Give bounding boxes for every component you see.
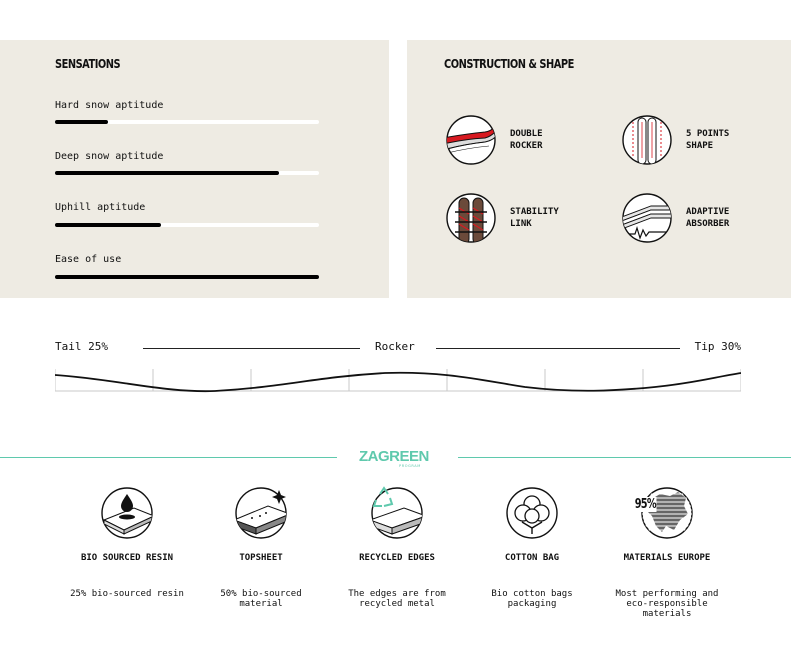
eco-desc-materials: Most performing and eco-responsible materials bbox=[615, 589, 719, 619]
resin-drop-icon bbox=[100, 486, 154, 540]
zagreen-logo-text: ZAGREEN bbox=[359, 448, 429, 465]
feature-label-line: SHAPE bbox=[686, 141, 714, 151]
feature-label-line: 5 POINTS bbox=[686, 129, 730, 139]
feature-label-line: ABSORBER bbox=[686, 219, 730, 229]
sensation-fill bbox=[55, 275, 319, 279]
feature-label-line: ROCKER bbox=[510, 141, 543, 151]
sensation-label-hard-snow: Hard snow aptitude bbox=[55, 100, 164, 111]
sensation-label-ease: Ease of use bbox=[55, 254, 122, 265]
sensation-label-uphill: Uphill aptitude bbox=[55, 202, 146, 213]
feature-adaptive-absorber-label bbox=[686, 206, 729, 230]
feature-label-line: DOUBLE bbox=[510, 129, 543, 139]
eco-title-topsheet: TOPSHEET bbox=[239, 553, 283, 563]
eco-title-cotton: COTTON BAG bbox=[504, 553, 560, 563]
europe-map-icon bbox=[640, 486, 694, 540]
double-rocker-icon bbox=[445, 114, 497, 166]
stability-link-icon bbox=[445, 192, 497, 244]
feature-five-points-label bbox=[686, 128, 729, 152]
sensation-bar-ease bbox=[55, 275, 319, 279]
eco-title-resin: BIO SOURCED RESIN bbox=[80, 553, 174, 563]
profile-center-label: Rocker bbox=[375, 340, 415, 353]
cotton-flower-icon bbox=[505, 486, 559, 540]
sensations-title: SENSATIONS bbox=[55, 57, 121, 71]
zagreen-divider-right bbox=[458, 457, 791, 458]
topsheet-sparkle-icon bbox=[234, 486, 288, 540]
feature-double-rocker-label bbox=[510, 128, 543, 152]
eco-desc-topsheet: 50% bio-sourced material bbox=[220, 589, 302, 609]
profile-tip-label: Tip 30% bbox=[694, 340, 741, 353]
feature-label-line: LINK bbox=[510, 219, 532, 229]
recycle-edges-icon bbox=[370, 486, 424, 540]
eco-desc-resin: 25% bio-sourced resin bbox=[70, 589, 184, 599]
rocker-profile-diagram bbox=[55, 365, 741, 395]
eco-desc-cotton: Bio cotton bags packaging bbox=[491, 589, 573, 609]
adaptive-absorber-icon bbox=[621, 192, 673, 244]
sensation-fill bbox=[55, 120, 108, 124]
feature-stability-link-label bbox=[510, 206, 559, 230]
eco-title-recycled: RECYCLED EDGES bbox=[359, 553, 435, 563]
sensation-bar-deep-snow bbox=[55, 171, 319, 175]
construction-title: CONSTRUCTION & SHAPE bbox=[444, 57, 574, 71]
europe-percentage-badge: 95% bbox=[634, 497, 656, 512]
sensations-panel bbox=[0, 40, 389, 298]
sensation-bar-hard-snow bbox=[55, 120, 319, 124]
sensation-bar-uphill bbox=[55, 223, 319, 227]
eco-title-materials: MATERIALS EUROPE bbox=[623, 553, 711, 563]
sensation-fill bbox=[55, 171, 279, 175]
rocker-profile-labels bbox=[55, 340, 741, 354]
five-points-shape-icon bbox=[621, 114, 673, 166]
eco-desc-recycled: The edges are from recycled metal bbox=[348, 589, 446, 609]
zagreen-logo bbox=[357, 446, 443, 468]
zagreen-divider-left bbox=[0, 457, 337, 458]
feature-label-line: STABILITY bbox=[510, 207, 559, 217]
profile-tail-label: Tail 25% bbox=[55, 340, 108, 353]
zagreen-logo-sub: PROGRAM bbox=[399, 464, 421, 468]
sensation-fill bbox=[55, 223, 161, 227]
construction-panel bbox=[407, 40, 791, 298]
feature-label-line: ADAPTIVE bbox=[686, 207, 730, 217]
sensation-label-deep-snow: Deep snow aptitude bbox=[55, 151, 164, 162]
